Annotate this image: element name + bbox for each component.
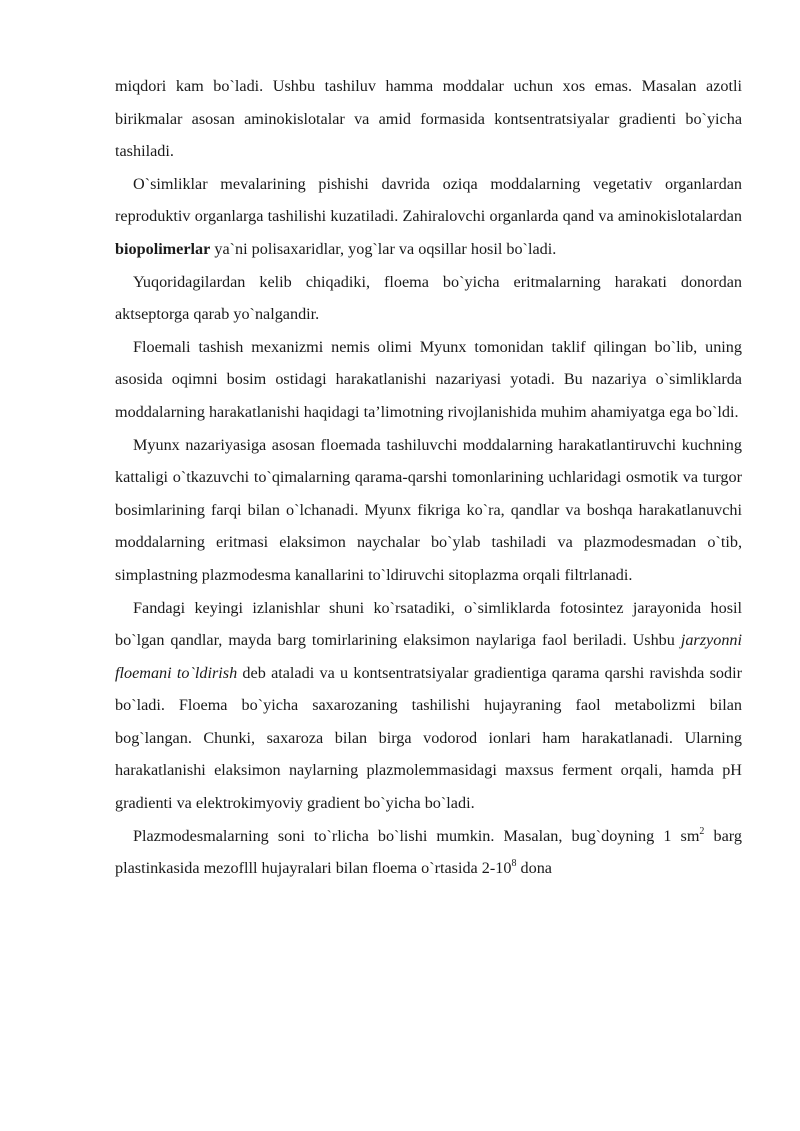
text-run: Plazmodesmalarning soni to`rlicha bo`lishi mumkin. Masalan, bug`doyning 1 sm (133, 826, 700, 845)
document-body (115, 70, 742, 885)
text-run: Myunx nazariyasiga asosan floemada tashiluvchi moddalarning harakatlantiruvchi kuchning kattaligi o`tkazuvchi to`qimalarning qarama-qarshi tomonlarining uchlaridagi osmotik va turgor bosimlarining farqi bilan o`lchanadi. Myunx fikriga ko`ra, qandlar va boshqa harakatlanuvchi moddalarning eritmasi elaksimon naychalar bo`ylab tashiladi va plazmodesmadan o`tib, simplastning plazmodesma kanallarini to`ldiruvchi sitoplazma orqali filtrlanadi. (115, 435, 742, 584)
text-run: ya`ni polisaxaridlar, yog`lar va oqsillar hosil bo`ladi. (210, 239, 557, 258)
paragraph-6 (115, 592, 742, 820)
text-run: deb ataladi va u kontsentratsiyalar gradientiga qarama qarshi ravishda sodir bo`ladi. Floema bo`yicha saxarozaning tashilishi hujayraning faol metabolizmi bilan bog`langan. Chunki, saxaroza bilan birga vodorod ionlari ham harakatlanadi. Ularning harakatlanishi elaksimon naylarning plazmolemmasidagi maxsus ferment orqali, hamda pH gradienti va elektrokimyoviy gradient bo`yicha bo`ladi. (115, 663, 742, 813)
superscript: 2 (699, 825, 705, 837)
text-run: miqdori kam bo`ladi. Ushbu tashiluv hamma moddalar uchun xos emas. Masalan azotli birikmalar asosan aminokislotalar va amid formasida kontsentratsiyalar gradienti bo`yicha tashiladi. (115, 77, 742, 161)
superscript: 8 (511, 858, 517, 870)
paragraph-1 (115, 70, 742, 168)
bold-term: biopolimerlar (115, 239, 211, 258)
paragraph-5 (115, 429, 742, 592)
text-run: Floemali tashish mexanizmi nemis olimi Myunx tomonidan taklif qilingan bo`lib, uning asosida oqimni bosim ostidagi harakatlanishi nazariyasi yotadi. Bu nazariya o`simliklarda moddalarning harakatlanishi haqidagi ta’limotning rivojlanishida muhim ahamiyatga ega bo`ldi. (115, 337, 742, 421)
text-run: dona (516, 859, 552, 878)
paragraph-7 (115, 820, 742, 885)
text-run: Yuqoridagilardan kelib chiqadiki, floema bo`yicha eritmalarning harakati donordan aktseptorga qarab yo`nalgandir. (115, 272, 742, 324)
text-run: barg plastinkasida mezoflll hujayralari bilan floema o`rtasida 2-10 (115, 826, 742, 878)
paragraph-4 (115, 331, 742, 429)
paragraph-2 (115, 168, 742, 266)
paragraph-3 (115, 266, 742, 331)
text-run: Fandagi keyingi izlanishlar shuni ko`rsatadiki, o`simliklarda fotosintez jarayonida hosil bo`lgan qandlar, mayda barg tomirlarining elaksimon naylariga faol beriladi. Ushbu (115, 598, 742, 650)
text-run: O`simliklar mevalarining pishishi davrida oziqa moddalarning vegetativ organlardan reproduktiv organlarga tashilishi kuzatiladi. Zahiralovchi organlarda qand va aminokislotalardan (115, 174, 742, 226)
italic-term: jarzyonni floemani to`ldirish (115, 631, 742, 682)
